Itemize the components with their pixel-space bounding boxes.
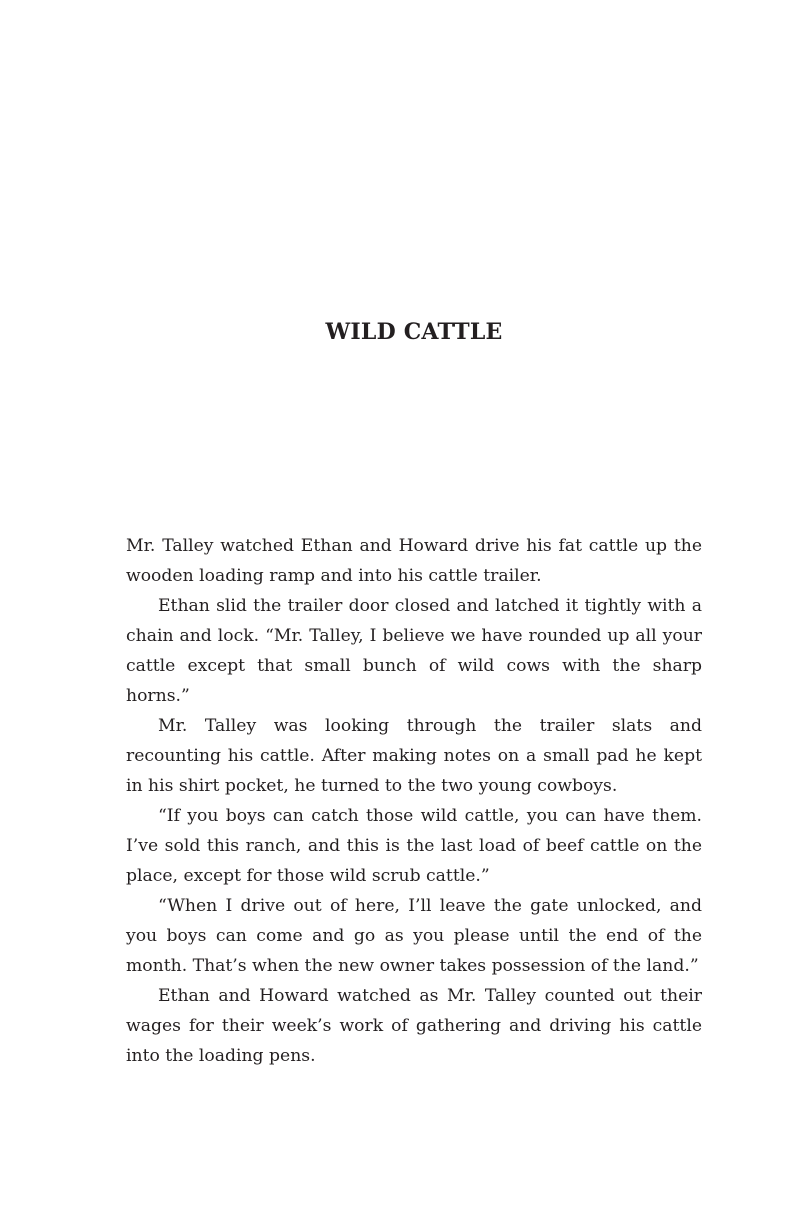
paragraph: Ethan slid the trailer door closed and latched it tightly with a chain and lock. “Mr. Talley, I believe we have rounded up all your cattle except that small bunch of wild cows with the sharp horns.” bbox=[126, 596, 702, 706]
chapter-title: WILD CATTLE bbox=[325, 319, 503, 345]
chapter-body bbox=[126, 531, 702, 1071]
paragraph: Ethan and Howard watched as Mr. Talley counted out their wages for their week’s work of gathering and driving his cattle into the loading pens. bbox=[126, 986, 702, 1066]
paragraph: Mr. Talley watched Ethan and Howard drive his fat cattle up the wooden loading ramp and into his cattle trailer. bbox=[126, 536, 702, 586]
paragraph: “When I drive out of here, I’ll leave the gate unlocked, and you boys can come and go as you please until the end of the month. That’s when the new owner takes possession of the land.” bbox=[126, 896, 702, 976]
paragraph: “If you boys can catch those wild cattle, you can have them. I’ve sold this ranch, and this is the last load of beef cattle on the place, except for those wild scrub cattle.” bbox=[126, 806, 702, 886]
paragraph: Mr. Talley was looking through the trailer slats and recounting his cattle. After making notes on a small pad he kept in his shirt pocket, he turned to the two young cowboys. bbox=[126, 716, 702, 796]
